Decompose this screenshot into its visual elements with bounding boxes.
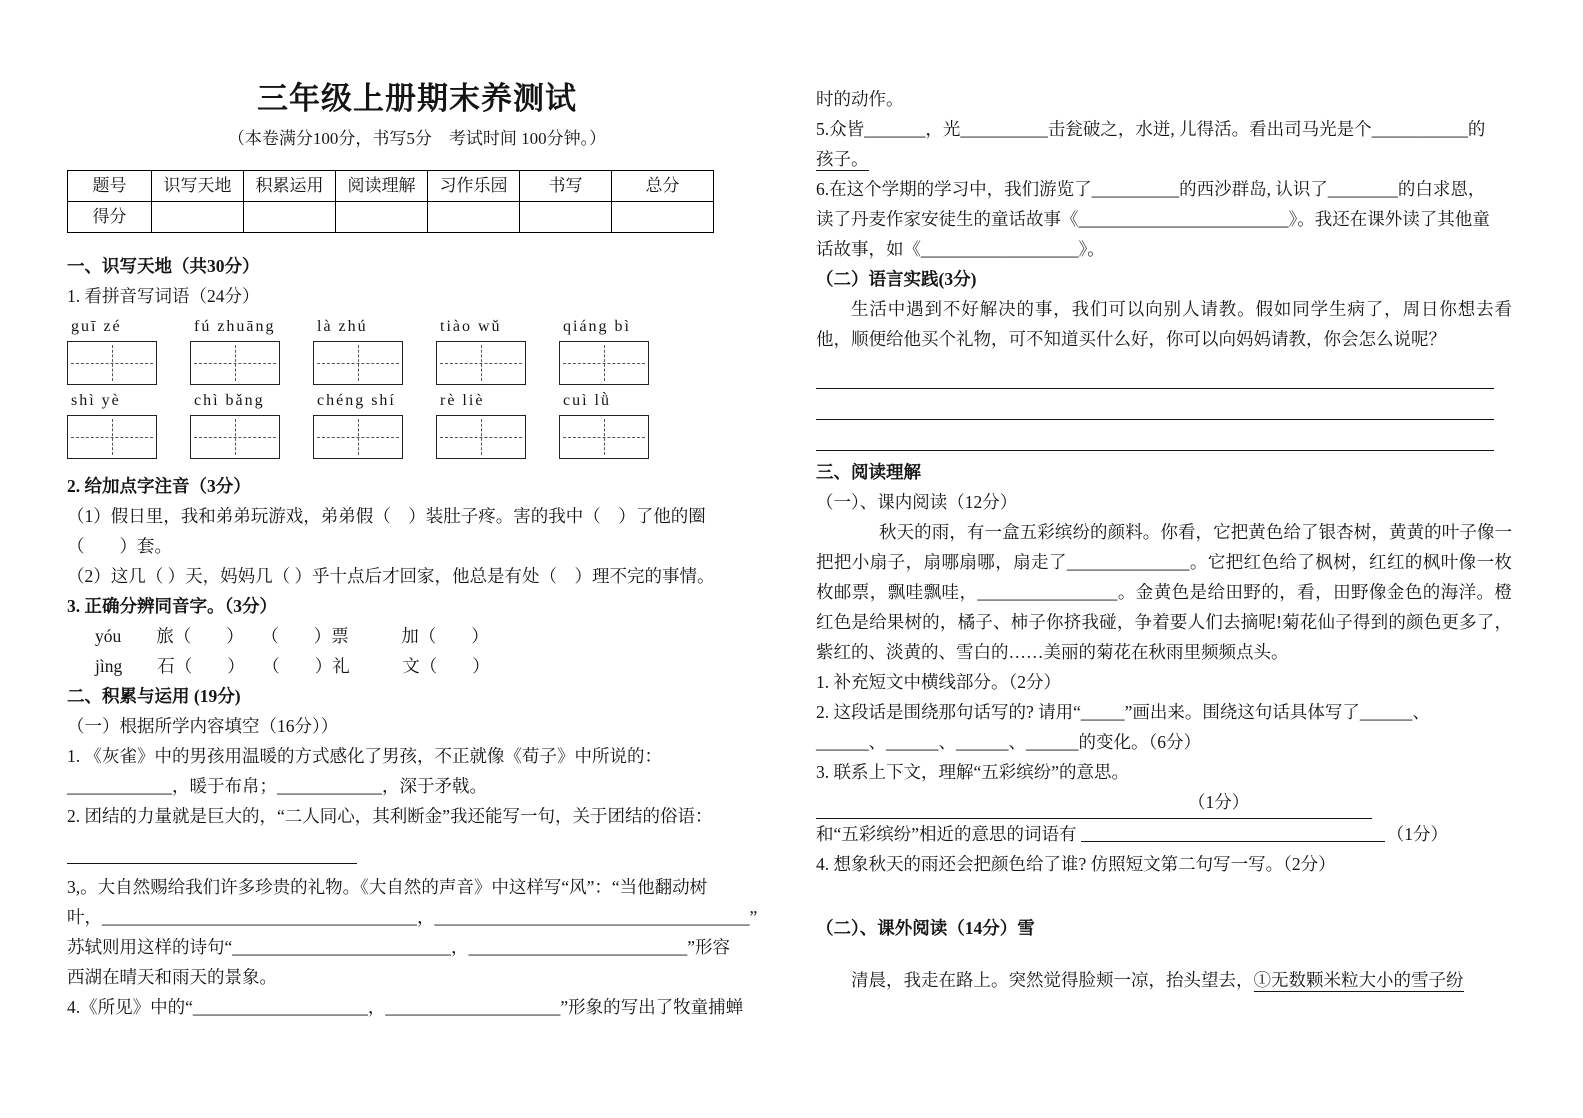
s2-q1-line-2: ____________，暖于布帛；____________，深于矛戟。 <box>67 776 487 796</box>
s3-q1: 1. 补充短文中横线部分。（2分） <box>816 672 1061 692</box>
s2-q6-line-1: 6.在这个学期的学习中，我们游览了__________的西沙群岛, 认识了________的白求恩， <box>816 179 1486 199</box>
answer-line <box>816 389 1494 420</box>
exam-subtitle: （本卷满分100分，书写5分 考试时间 100分钟。） <box>227 129 607 148</box>
score-table-empty-cell <box>244 202 336 233</box>
writing-box <box>313 341 403 385</box>
snow-underlined-text: ①无数颗米粒大小的雪子纷 <box>1253 970 1464 990</box>
writing-box <box>436 415 526 459</box>
pinyin-unit <box>559 315 649 385</box>
s2-q6-line-2: 读了丹麦作家安徒生的童话故事《________________________》。我还在课外读了其他童 <box>816 209 1490 229</box>
section2-heading: 二、积累与运用 (19分) <box>67 686 241 706</box>
reading-passage: 秋天的雨，有一盒五彩缤纷的颜料。你看，它把黄色给了银杏树，黄黄的叶子像一把把小扇子，扇哪扇哪，扇走了______________。它把红色给了枫树，红红的枫叶像一枚枚邮票，飘哇飘哇，________________。金黄色是给田野的，看，田野像金色的海洋。橙红色是给果树的，橘子、柿子你挤我碰，争着要人们去摘呢!菊花仙子得到的颜色更多了，紫红的、淡黄的、雪白的……美丽的菊花在秋雨里频频点头。 <box>816 522 1512 662</box>
s3-q3-line-1: 3. 联系上下文，理解“五彩缤纷”的意思。 <box>816 762 1130 782</box>
s3-q2-line-1: 2. 这段话是围绕那句话写的? 请用“_____”画出来。围绕这句话具体写了______、 <box>816 702 1430 722</box>
writing-box <box>190 415 280 459</box>
s2-q3-line-1: 3,。大自然赐给我们许多珍贵的礼物。《大自然的声音》中这样写“风”：“当他翻动树 <box>67 877 708 897</box>
snow-lead-text: 清晨，我走在路上。突然觉得脸颊一凉，抬头望去， <box>851 970 1254 990</box>
pinyin-text: cuì lǜ <box>563 392 611 409</box>
section2-sub1: （一）根据所学内容填空（16分）） <box>67 716 339 736</box>
s2-q1-line-1: 1. 《灰雀》中的男孩用温暖的方式感化了男孩，不正就像《荀子》中所说的： <box>67 746 662 766</box>
pinyin-unit <box>313 315 403 385</box>
s1-q3-row-1: yóu 旅（ ） （ ）票 加（ ） <box>95 626 489 646</box>
pinyin-text: rè liè <box>440 392 485 409</box>
left-column <box>67 78 767 1022</box>
score-table-header-row <box>68 171 714 202</box>
answer-line <box>816 358 1494 389</box>
score-table-score-row <box>68 202 714 233</box>
answer-line-with-score <box>816 787 1372 819</box>
score-table-empty-cell <box>152 202 244 233</box>
section3-sub1: （一）、课内阅读（12分） <box>816 492 1018 512</box>
pinyin-unit <box>436 389 526 459</box>
section3-sub2: （二）、课外阅读（14分）雪 <box>816 918 1035 938</box>
score-table-header-cell: 阅读理解 <box>336 171 428 202</box>
s2-q2-line-1: 2. 团结的力量就是巨大的，“二人同心，其利断金”我还能写一句，关于团结的俗语： <box>67 806 713 826</box>
s2-q4-line-1: 4.《所见》中的“____________________，____________________”形象的写出了牧童捕蝉 <box>67 997 744 1017</box>
underlined-answer-text: 孩子。 <box>816 149 869 169</box>
answer-line <box>67 833 357 864</box>
score-table <box>67 170 714 233</box>
s3-q3-line-2 <box>816 819 1448 849</box>
score-table-row-label: 得分 <box>68 202 152 233</box>
score-table-header-cell: 书写 <box>520 171 612 202</box>
score-table-header-cell: 习作乐园 <box>428 171 520 202</box>
s2-q3-line-3: 苏轼则用这样的诗句“_________________________，_________________________”形容 <box>67 937 731 957</box>
snow-paragraph <box>816 965 1512 995</box>
section1-q2-label: 2. 给加点字注音（3分） <box>67 476 251 496</box>
s2-q3-line-4: 西湖在晴天和雨天的景象。 <box>67 967 277 987</box>
score-table-empty-cell <box>428 202 520 233</box>
s2-q4-line-2: 时的动作。 <box>816 89 904 109</box>
s2-q6-line-3: 话故事，如《__________________》。 <box>816 239 1105 259</box>
writing-box <box>190 341 280 385</box>
pinyin-text: guī zé <box>71 318 122 335</box>
pinyin-text: chì bǎng <box>194 392 265 409</box>
pinyin-text: chéng shí <box>317 392 396 409</box>
score-table-empty-cell <box>336 202 428 233</box>
writing-box <box>559 415 649 459</box>
right-column <box>816 84 1512 995</box>
s2-q5-line-2 <box>816 144 1512 174</box>
answer-line <box>816 420 1494 451</box>
s1-q2-line-1: （1）假日里，我和弟弟玩游戏，弟弟假（ ）装肚子疼。害的我中（ ）了他的圈 <box>67 506 706 526</box>
pinyin-text: fú zhuāng <box>194 318 276 335</box>
s3-q4: 4. 想象秋天的雨还会把颜色给了谁? 仿照短文第二句写一写。（2分） <box>816 854 1336 874</box>
score-table-header-cell: 题号 <box>68 171 152 202</box>
pinyin-unit <box>190 315 280 385</box>
pinyin-unit <box>67 315 157 385</box>
section1-q3-label: 3. 正确分辨同音字。（3分） <box>67 596 277 616</box>
practice-paragraph: 生活中遇到不好解决的事，我们可以向别人请教。假如同学生病了，周日你想去看他，顺便给他买个礼物，可不知道买什么好，你可以向妈妈请教，你会怎么说呢？ <box>816 299 1512 349</box>
score-note: （1分） <box>1188 792 1250 812</box>
section1-heading: 一、识写天地（共30分） <box>67 256 260 276</box>
pinyin-text: shì yè <box>71 392 121 409</box>
writing-box <box>559 341 649 385</box>
s1-q2-line-2: （ ）套。 <box>67 536 172 556</box>
section2-sub2: （二）语言实践(3分) <box>816 269 977 289</box>
writing-box <box>313 415 403 459</box>
s1-q3-row-2: jìng 石（ ） （ ）礼 文（ ） <box>95 656 490 676</box>
pinyin-unit <box>313 389 403 459</box>
s2-q5-line-1: 5.众皆_______，光__________击瓮破之，水迸, 儿得活。看出司马光是个___________的 <box>816 119 1486 139</box>
pinyin-text: là zhú <box>317 318 368 335</box>
exam-title: 三年级上册期末养测试 <box>257 81 577 116</box>
writing-box <box>436 341 526 385</box>
pinyin-unit <box>190 389 280 459</box>
section1-q1-label: 1. 看拼音写词语（24分） <box>67 286 260 306</box>
score-table-empty-cell <box>520 202 612 233</box>
answer-line <box>1081 841 1385 842</box>
pinyin-row-2 <box>67 389 767 459</box>
section3-heading: 三、阅读理解 <box>816 462 921 482</box>
pinyin-unit <box>436 315 526 385</box>
pinyin-text: tiào wǔ <box>440 318 502 335</box>
pinyin-unit <box>559 389 649 459</box>
score-table-header-cell: 识写天地 <box>152 171 244 202</box>
writing-box <box>67 341 157 385</box>
score-note: （1分） <box>1386 824 1448 844</box>
writing-box <box>67 415 157 459</box>
s1-q2-line-3: （2）这几（ ）天，妈妈几（ ）乎十点后才回家，他总是有处（ ）理不完的事情。 <box>67 566 715 586</box>
pinyin-text: qiáng bì <box>563 318 631 335</box>
score-table-header-cell: 积累运用 <box>244 171 336 202</box>
pinyin-row-1 <box>67 315 767 385</box>
score-table-empty-cell <box>612 202 714 233</box>
score-table-header-cell: 总分 <box>612 171 714 202</box>
s3-q2-line-2: ______、______、______、______的变化。（6分） <box>816 732 1201 752</box>
pinyin-unit <box>67 389 157 459</box>
s2-q3-line-2: 叶，____________________________________，____________________________________” <box>67 907 758 927</box>
s3-q3-line-2-text: 和“五彩缤纷”相近的意思的词语有 <box>816 824 1077 844</box>
